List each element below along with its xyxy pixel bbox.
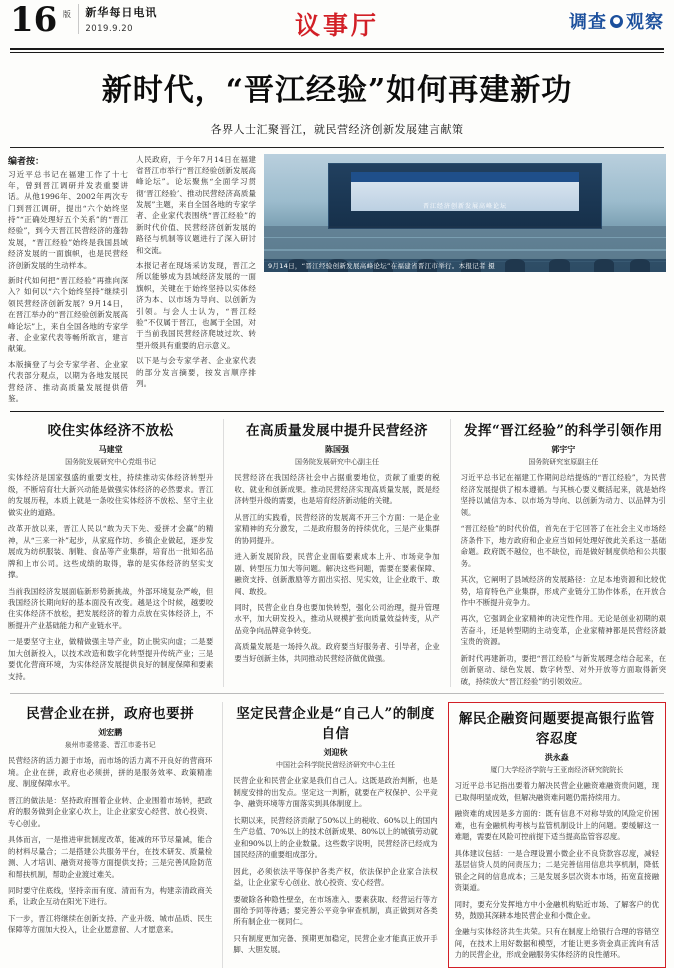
article-3-p5: 新时代再建新功，要把“晋江经验”与新发展理念结合起来，在创新驱动、绿色发展、数字转型、对外开放等方面取得新突破，持续放大“晋江经验”的引领效应。 <box>460 653 666 686</box>
page-headline: 新时代，“晋江经验”如何再建新功 <box>101 72 573 108</box>
headline-rule <box>10 147 664 148</box>
editors-note-p3: 本版摘登了与会专家学者、企业家代表部分观点，以期为各地发展民营经济、推动高质量发展提供借鉴。 <box>8 359 128 403</box>
lead-p2: 本报记者在现场采访发现，晋江之所以能够成为县域经济发展的一面旗帜，关键在于始终坚持以实体经济为本、以市场为导向、以创新为引领。与会人士认为，“晋江经验”不仅属于晋江，也属于全国，对于当前我国民营经济爬坡过坎、转型升级具有重要的启示意义。 <box>136 261 256 350</box>
article-4-title: 民营企业在拼，政府也要拼 <box>26 706 195 723</box>
article-5 <box>233 702 437 968</box>
article-2-p4: 同时，民营企业自身也要加快转型，强化公司治理，提升管理水平，加大研发投入，推动从规模扩张向质量效益转变，从产品竞争向品牌竞争转变。 <box>234 603 440 635</box>
article-2-author: 陈国强 <box>324 445 349 455</box>
lead-p1: 人民政府，于今年7月14日在福建省晋江市举行“晋江经验创新发展高峰论坛”。论坛聚焦“全面学习贯彻‘晋江经验’、推动民营经济高质量发展”主题，来自全国各地的专家学者、企业家代表围绕“晋江经验”的新时代价值、民营经济创新发展的路径与机制等议题进行了深入研讨和交流。 <box>136 154 256 255</box>
article-2-title: 在高质量发展中提升民营经济 <box>245 423 428 440</box>
editors-note <box>8 154 128 405</box>
article-6-p5: 金融与实体经济共生共荣。只有在制度上给银行合理的容错空间，在技术上用好数据和模型，才能让更多资金真正流向有活力的民营企业，形成金融服务实体经济的良性循环。 <box>454 927 659 960</box>
column-divider-1 <box>223 419 224 687</box>
article-4-p4: 同时要守住底线，坚持亲而有度、清而有为，构建亲清政商关系，让政企互动在阳光下进行。 <box>8 885 213 907</box>
article-4-p2: 晋江的做法是：坚持政府围着企业转、企业围着市场转，把政府的服务做到企业家心坎上，让企业家安心经营、放心投资、专心创业。 <box>8 795 213 828</box>
section-title-wrap <box>8 0 666 42</box>
article-5-title: 坚定民营企业是“自己人”的制度自信 <box>236 706 435 743</box>
page-number: 16 <box>10 0 58 40</box>
article-6-p3: 具体建议包括：一是合理设置小微企业不良贷款容忍度，减轻基层信贷人员的问责压力；二是完善信用信息共享机制，降低银企之间的信息成本；三是发展多层次资本市场，拓宽直接融资渠道。 <box>454 848 659 893</box>
article-5-author: 刘迎秋 <box>323 748 348 758</box>
column-divider-2 <box>450 419 451 687</box>
article-6-highlighted <box>448 702 666 968</box>
section-rule-1 <box>10 411 664 412</box>
editors-note-title: 编者按： <box>8 156 45 167</box>
article-5-p3: 因此，必须依法平等保护各类产权，依法保护企业家合法权益，让企业家专心创业、放心投资、安心经营。 <box>233 866 438 888</box>
photo-stage <box>328 163 601 229</box>
photo-screen <box>351 172 579 212</box>
photo-caption: 9月14日，“晋江经验创新发展高峰论坛”在福建省晋江市举行。本报记者 摄 <box>264 259 666 272</box>
article-4-p3: 具体而言，一是推进审批制度改革，能减的环节尽量减，能合的材料尽量合；二是搭建公共服务平台，在技术研发、质量检测、人才培训、融资对接等方面提供支持；三是完善风险防范和帮扶机制，帮助企业渡过难关。 <box>8 835 213 879</box>
article-2-affiliation: 国务院发展研究中心副主任 <box>294 458 379 467</box>
photo-column <box>264 154 666 405</box>
article-1-author: 马建堂 <box>98 445 123 455</box>
article-1 <box>8 419 213 687</box>
article-1-title: 咬住实体经济不放松 <box>47 423 174 440</box>
article-6-author: 洪永淼 <box>544 753 569 763</box>
photo-image <box>264 154 666 272</box>
masthead <box>8 0 666 46</box>
brand-left-label: 调查 <box>569 12 607 33</box>
article-4-affiliation: 泉州市委常委、晋江市委书记 <box>64 741 156 750</box>
brand-dot-icon: ● <box>610 15 623 28</box>
article-2-p5: 高质量发展是一场持久战。政府要当好服务者、引导者，企业要当好创新主体，共同推动民营经济做优做强。 <box>234 642 440 663</box>
article-1-affiliation: 国务院发展研究中心党组书记 <box>65 458 157 467</box>
paper-name: 新华每日电讯 <box>85 6 158 19</box>
photo-stage-banner: 晋江经济创新发展高峰论坛 <box>422 202 507 210</box>
article-6-p2: 融资难的成因是多方面的：既有信息不对称导致的风险定价困难，也有金融机构考核与监管机制设计上的问题。要缓解这一难题，需要在风险可控前提下适当提高监管容忍度。 <box>454 809 659 842</box>
article-6-affiliation: 厦门大学经济学院与王亚南经济研究院院长 <box>490 766 624 775</box>
masthead-rule-thin <box>10 52 664 53</box>
articles-row-top <box>8 419 666 687</box>
article-6-p4: 同时，要充分发挥地方中小金融机构贴近市场、了解客户的优势，鼓励其深耕本地民营企业和小微企业。 <box>454 899 659 920</box>
article-3-title: 发挥“晋江经验”的科学引领作用 <box>464 423 663 440</box>
article-1-p3: 当前我国经济发展面临新形势新挑战，外部环境复杂严峻，但我国经济长期向好的基本面没有改变。越是这个时候，越要咬住实体经济不放松，把发展经济的着力点放在实体经济上，不断提升产业基础能力和产业链水平。 <box>8 586 214 630</box>
article-5-p4: 要破除各种隐性壁垒，在市场准入、要素获取、经营运行等方面给予同等待遇；要完善公平竞争审查机制，真正做到对各类所有制企业一视同仁。 <box>233 894 438 927</box>
editors-note-p2: 新时代如何把“晋江经验”再推向深入？如何以“六个始终坚持”继续引领民营经济创新发展？9月14日，在晋江举办的“晋江经验创新发展高峰论坛”上，来自全国各地的专家学者、企业家代表等畅所欲言，建言献策。 <box>8 276 128 354</box>
lead-p3: 以下是与会专家学者、企业家代表的部分发言摘要，按发言顺序排列。 <box>136 356 256 388</box>
article-5-p1: 民营企业和民营企业家是我们自己人。这既是政治判断，也是制度安排的出发点。坚定这一判断，就要在产权保护、公平竞争、融资环境等方面落实到具体制度上。 <box>233 776 438 809</box>
article-3-p4: 再次，它强调企业家精神的决定性作用。无论是创业初期的艰苦奋斗，还是转型期的主动变革，企业家精神都是民营经济最宝贵的资源。 <box>460 614 666 647</box>
article-4-p5: 下一步，晋江将继续在创新支持、产业升级、城市品质、民生保障等方面加大投入，让企业愿意留、人才愿意来。 <box>8 913 213 935</box>
brand-right-label: 观察 <box>626 12 664 33</box>
section-title: 议事厅 <box>294 11 379 40</box>
article-1-p2: 改革开放以来，晋江人民以“敢为天下先、爱拼才会赢”的精神，从“三来一补”起步，从家庭作坊、乡镇企业做起，逐步发展成为纺织服装、制鞋、食品等产业集群，培育出一批知名品牌和上市公司。这些成绩的取得，靠的是实体经济的坚实支撑。 <box>8 524 214 580</box>
article-1-p4: 一是要坚守主业，做精做强主导产业，防止脱实向虚；二是要加大创新投入，以技术改造和数字化转型提升传统产业；三是要优化营商环境，为实体经济发展提供良好的制度保障和要素支持。 <box>8 637 214 681</box>
lead-column <box>136 154 256 405</box>
article-2-p1: 民营经济在我国经济社会中占据重要地位，贡献了重要的税收、就业和创新成果。推动民营经济实现高质量发展，既是经济转型升级的需要，也是培育经济新动能的关键。 <box>234 473 440 506</box>
article-5-p2: 长期以来，民营经济贡献了50%以上的税收、60%以上的国内生产总值、70%以上的技术创新成果、80%以上的城镇劳动就业和90%以上的企业数量。这些数字说明，民营经济已经成为国民经济的重要组成部分。 <box>233 815 438 860</box>
forum-photo <box>264 154 666 272</box>
article-4 <box>8 702 212 968</box>
article-6-p1: 习近平总书记指出要着力解决民营企业融资难融资贵问题，现已取得明显成效，但解决融资难问题仍需持续用力。 <box>454 781 659 802</box>
article-2 <box>234 419 439 687</box>
paper-date: 2019.9.20 <box>85 24 134 34</box>
section-rule-2 <box>10 693 664 694</box>
articles-row-bottom <box>8 702 666 968</box>
photo-screen-band <box>351 172 579 182</box>
article-2-p2: 从晋江的实践看，民营经济的发展离不开三个方面：一是企业家精神的充分激发，二是政府服务的持续优化，三是产业集群的协同提升。 <box>234 512 440 545</box>
article-1-p1: 实体经济是国家强盛的重要支柱，持续推动实体经济转型升级，不断培育壮大新兴动能是做强实体经济的必然要求。晋江的发展历程，本质上就是一条咬住实体经济不放松、坚守主业做实业的道路。 <box>8 473 214 517</box>
article-5-p5: 只有制度更加完备、预期更加稳定，民营企业才能真正放开手脚、大胆发展。 <box>233 933 438 955</box>
article-3-affiliation: 国务院研究室原副主任 <box>528 458 599 467</box>
editors-note-p1: 习近平总书记在福建工作了十七年，曾到晋江调研并发表重要讲话。从他1996年、2002年两次专门到晋江调研，提出“六个始终坚持”“正确处理好五个关系”的“晋江经验”，到今天晋江民营经济的蓬勃发展，“晋江经验”始终是我国县域经济发展的一面旗帜，也是民营经济创新发展的生动样本。 <box>8 169 128 270</box>
page-subheadline: 各界人士汇聚晋江，就民营经济创新发展建言献策 <box>210 122 464 136</box>
article-3-p1: 习近平总书记在福建工作期间总结提炼的“晋江经验”，为民营经济发展提供了根本遵循。与其核心要义概括起来，就是始终坚持以诚信为本、以市场为导向、以创新为动力、以品牌为引领。 <box>460 473 666 517</box>
article-5-affiliation: 中国社会科学院民营经济研究中心主任 <box>275 761 395 770</box>
column-divider-3 <box>222 702 223 968</box>
article-2-p3: 进入新发展阶段，民营企业面临要素成本上升、市场竞争加剧、转型压力加大等问题。解决这些问题，需要在要素保障、融资支持、创新激励等方面出实招、见实效，让企业敢干、敢闯、敢投。 <box>234 552 440 596</box>
article-3 <box>461 419 666 687</box>
article-3-p2: “晋江经验”的时代价值，首先在于它回答了在社会主义市场经济条件下，地方政府和企业应当如何处理好彼此关系这一基础命题。政府既不越位，也不缺位，而是做好制度供给和公共服务。 <box>460 524 666 568</box>
masthead-rule-thick <box>10 48 664 50</box>
article-3-author: 郭宇宁 <box>551 445 576 455</box>
top-zone <box>8 154 666 405</box>
article-6-title: 解民企融资问题要提高银行监管容忍度 <box>458 711 655 748</box>
page-number-unit: 版 <box>62 10 72 18</box>
article-3-p3: 其次，它阐明了县域经济的发展路径：立足本地资源和比较优势，培育特色产业集群，形成产业链分工协作体系，在开放合作中不断提升竞争力。 <box>460 575 666 607</box>
article-4-p1: 民营经济的活力源于市场，而市场的活力离不开良好的营商环境。企业在拼，政府也必须拼，拼的是服务效率、政策精准度、制度保障水平。 <box>8 756 213 789</box>
article-4-author: 刘宏鹏 <box>98 728 123 738</box>
